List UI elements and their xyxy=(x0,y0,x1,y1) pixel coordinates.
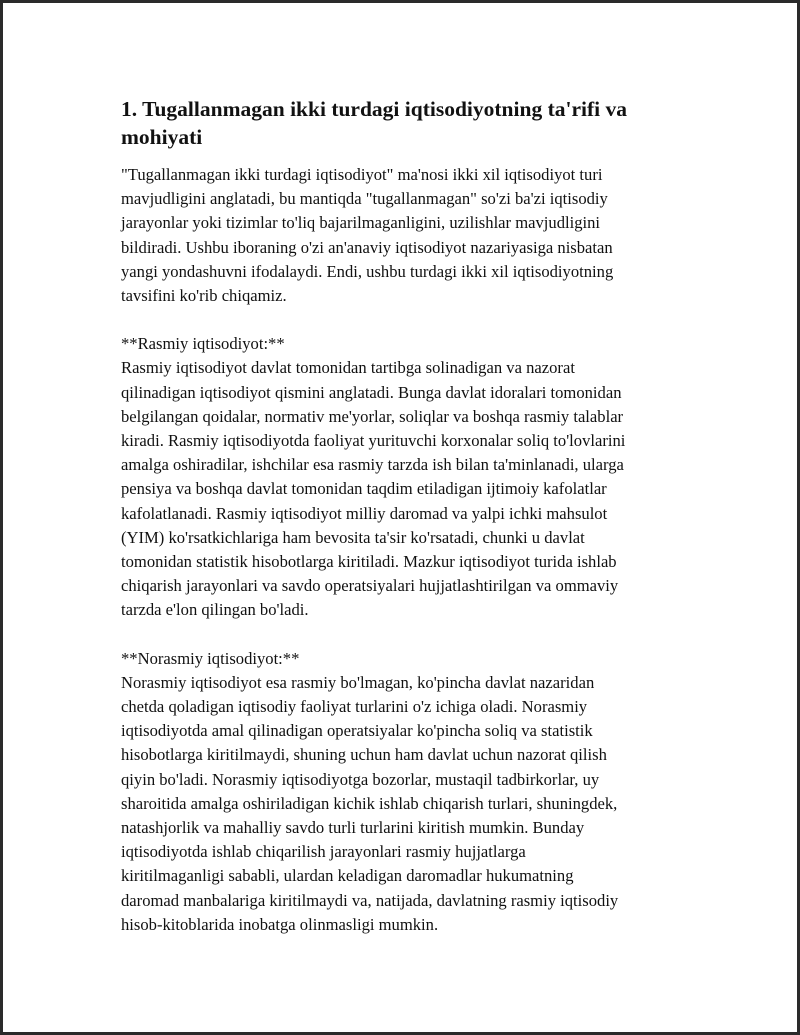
section-heading: 1. Tugallanmagan ikki turdagi iqtisodiyotning ta'rifi va mohiyati xyxy=(121,97,627,149)
intro-paragraph: "Tugallanmagan ikki turdagi iqtisodiyot" ma'nosi ikki xil iqtisodiyot turi mavjudligini anglatadi, bu mantiqda "tugallanmagan" so'zi ba'zi iqtisodiy jarayonlar yoki tizimlar to'liq bajarilmaganligini, uzilishlar mavjudligini bildiradi. Ushbu iboraning o'zi an'anaviy iqtisodiyot nazariyasiga nisbatan yangi yondashuvni ifodalaydi. Endi, ushbu turdagi ikki xil iqtisodiyotning tavsifini ko'rib chiqamiz. xyxy=(121,165,614,306)
formal-economy-paragraph: **Rasmiy iqtisodiyot:** Rasmiy iqtisodiyot davlat tomonidan tartibga solinadigan va nazorat qilinadigan iqtisodiyot qismini anglatadi. Bunga davlat idoralari tomonidan belgilangan qoidalar, normativ me'yorlar, soliqlar va boshqa rasmiy talablar kiradi. Rasmiy iqtisodiyotda faoliyat yurituvchi korxonalar soliq to'lovlarini amalga oshiradilar, ishchilar esa rasmiy tarzda ish bilan ta'minlanadi, ularga pensiya va boshqa davlat tomonidan taqdim etiladigan ijtimoiy kafolatlar kafolatlanadi. Rasmiy iqtisodiyot milliy daromad va yalpi ichki mahsulot (YIM) ko'rsatkichlariga ham bevosita ta'sir ko'rsatadi, chunki u davlat tomonidan statistik hisobotlarga kiritiladi. Mazkur iqtisodiyot turida ishlab chiqarish jarayonlari va savdo operatsiyalari hujjatlashtirilgan va ommaviy tarzda e'lon qilingan bo'ladi. xyxy=(121,334,626,620)
informal-economy-paragraph: **Norasmiy iqtisodiyot:** Norasmiy iqtisodiyot esa rasmiy bo'lmagan, ko'pincha davlat nazaridan chetda qoladigan iqtisodiy faoliyat turlarini o'z ichiga oladi. Norasmiy iqtisodiyotda amal qilinadigan operatsiyalar ko'pincha soliq va statistik hisobotlarga kiritilmaydi, shuning uchun ham davlat uchun nazorat qilish qiyin bo'ladi. Norasmiy iqtisodiyotga bozorlar, mustaqil tadbirkorlar, uy sharoitida amalga oshiriladigan kichik ishlab chiqarish turlari, shuningdek, natashjorlik va mahalliy savdo turli turlarini kiritish mumkin. Bunday iqtisodiyotda ishlab chiqarilish jarayonlari rasmiy hujjatlarga kiritilmaganligi sababli, ulardan keladigan daromadlar hukumatning daromad manbalariga kiritilmaydi va, natijada, davlatning rasmiy iqtisodiy hisob-kitoblarida inobatga olinmasligi mumkin. xyxy=(121,648,619,934)
paragraph-gap xyxy=(121,623,681,647)
paragraph-gap xyxy=(121,308,681,332)
document-body xyxy=(121,95,681,937)
